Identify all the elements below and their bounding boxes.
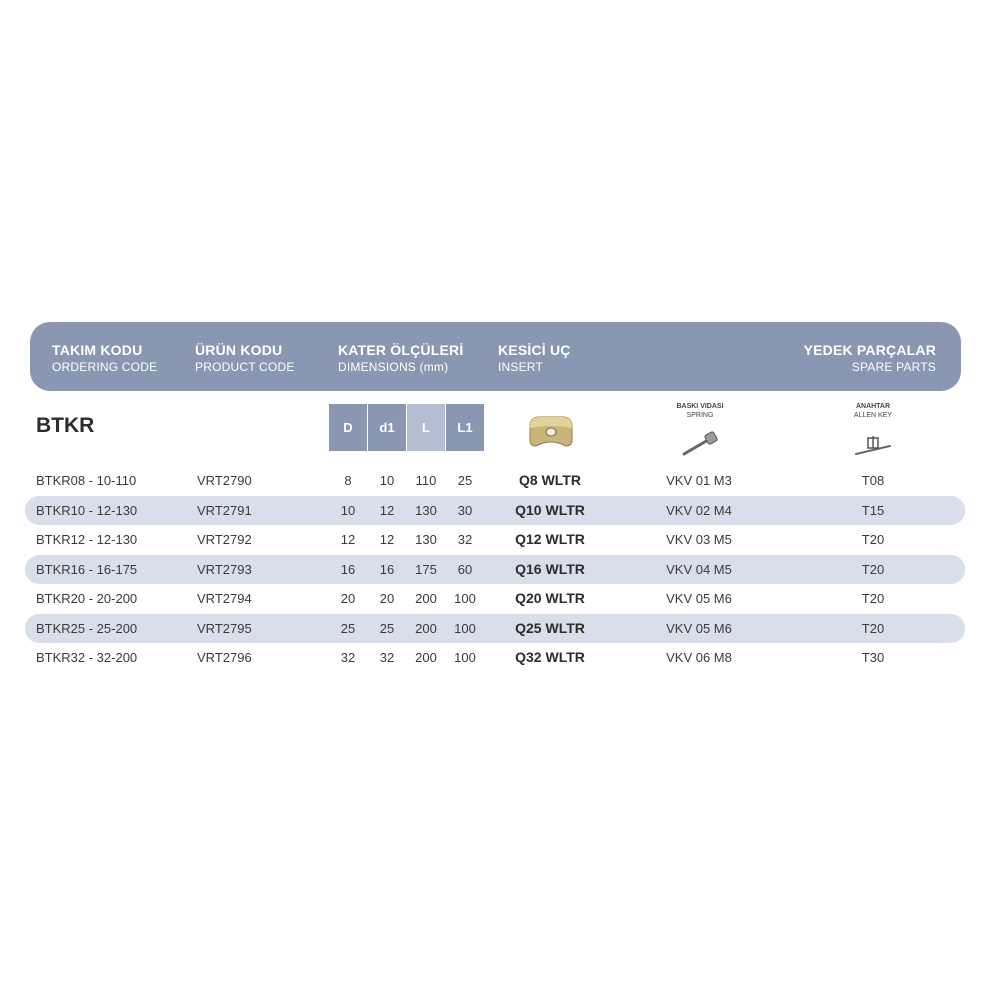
dim-col-L1: L1 bbox=[446, 404, 484, 451]
header-spare-parts bbox=[804, 342, 936, 374]
dim-L1: 25 bbox=[457, 473, 473, 488]
insert-code: Q8 WLTR bbox=[519, 472, 581, 488]
dim-L1: 30 bbox=[457, 503, 473, 518]
insert-icon bbox=[526, 414, 576, 450]
product-code: VRT2792 bbox=[197, 532, 252, 547]
key-code: T20 bbox=[861, 591, 885, 606]
table-row bbox=[25, 643, 965, 672]
dim-col-D: D bbox=[329, 404, 367, 451]
header-dimensions bbox=[338, 342, 463, 374]
key-code: T30 bbox=[861, 650, 885, 665]
header-product-tr: ÜRÜN KODU bbox=[195, 342, 283, 358]
header-dimensions-tr: KATER ÖLÇÜLERİ bbox=[338, 342, 464, 358]
ordering-code: BTKR12 - 12-130 bbox=[36, 532, 138, 547]
header-ordering-code bbox=[52, 342, 157, 374]
dim-d1: 10 bbox=[379, 473, 395, 488]
spring-code: VKV 05 M6 bbox=[666, 621, 732, 636]
key-code: T20 bbox=[861, 532, 885, 547]
key-caption-en: ALLEN KEY bbox=[853, 412, 893, 419]
key-caption-tr: ANAHTAR bbox=[855, 403, 891, 410]
spring-caption bbox=[660, 402, 740, 420]
table-row bbox=[25, 525, 965, 554]
dim-D: 10 bbox=[340, 503, 356, 518]
header-product-code bbox=[195, 342, 295, 374]
header-ordering-tr: TAKIM KODU bbox=[52, 342, 143, 358]
dim-L: 175 bbox=[415, 562, 437, 577]
dim-L: 130 bbox=[415, 503, 437, 518]
header-spare-en: SPARE PARTS bbox=[851, 360, 936, 374]
dim-d1: 12 bbox=[379, 503, 395, 518]
dim-D: 25 bbox=[340, 621, 356, 636]
spring-code: VKV 05 M6 bbox=[666, 591, 732, 606]
dim-d1: 16 bbox=[379, 562, 395, 577]
key-code: T15 bbox=[861, 503, 885, 518]
spring-screw-icon bbox=[680, 430, 720, 460]
dim-L: 200 bbox=[415, 650, 437, 665]
series-title: BTKR bbox=[36, 414, 95, 437]
table-row bbox=[25, 496, 965, 525]
dim-d1: 12 bbox=[379, 532, 395, 547]
header-insert-en: INSERT bbox=[498, 360, 543, 374]
dim-L1: 60 bbox=[457, 562, 473, 577]
insert-code: Q20 WLTR bbox=[515, 590, 585, 606]
ordering-code: BTKR08 - 10-110 bbox=[36, 473, 137, 488]
insert-code: Q32 WLTR bbox=[515, 649, 585, 665]
ordering-code: BTKR20 - 20-200 bbox=[36, 591, 138, 606]
spring-code: VKV 06 M8 bbox=[666, 650, 732, 665]
spring-code: VKV 02 M4 bbox=[666, 503, 732, 518]
product-code: VRT2791 bbox=[197, 503, 252, 518]
header-insert bbox=[498, 342, 571, 374]
dim-D: 8 bbox=[344, 473, 352, 488]
table-header bbox=[30, 322, 961, 391]
allen-key-icon bbox=[852, 432, 896, 460]
header-product-en: PRODUCT CODE bbox=[195, 360, 295, 374]
insert-code: Q10 WLTR bbox=[515, 502, 585, 518]
header-ordering-en: ORDERING CODE bbox=[52, 360, 158, 374]
dim-d1: 20 bbox=[379, 591, 395, 606]
spring-code: VKV 01 M3 bbox=[666, 473, 732, 488]
dim-L1: 100 bbox=[454, 621, 476, 636]
ordering-code: BTKR10 - 12-130 bbox=[36, 503, 138, 518]
table-row bbox=[25, 614, 965, 643]
dim-L1: 100 bbox=[454, 591, 476, 606]
table-row bbox=[25, 584, 965, 613]
ordering-code: BTKR25 - 25-200 bbox=[36, 621, 138, 636]
dim-col-L: L bbox=[407, 404, 445, 451]
dim-L: 200 bbox=[415, 621, 437, 636]
spring-code: VKV 03 M5 bbox=[666, 532, 732, 547]
product-code: VRT2793 bbox=[197, 562, 252, 577]
header-insert-tr: KESİCİ UÇ bbox=[498, 342, 571, 358]
dim-L1: 100 bbox=[454, 650, 476, 665]
spring-caption-tr: BASKI VIDASI bbox=[676, 403, 724, 410]
dim-D: 32 bbox=[340, 650, 356, 665]
dim-col-d1: d1 bbox=[368, 404, 406, 451]
dim-D: 16 bbox=[340, 562, 356, 577]
table-row bbox=[25, 466, 965, 495]
key-code: T08 bbox=[861, 473, 885, 488]
dim-L1: 32 bbox=[457, 532, 473, 547]
dim-D: 12 bbox=[340, 532, 356, 547]
insert-code: Q16 WLTR bbox=[515, 561, 585, 577]
key-caption bbox=[833, 402, 913, 420]
key-code: T20 bbox=[861, 621, 885, 636]
product-code: VRT2796 bbox=[197, 650, 252, 665]
dim-L: 200 bbox=[415, 591, 437, 606]
product-code: VRT2790 bbox=[197, 473, 252, 488]
dim-L: 130 bbox=[415, 532, 437, 547]
ordering-code: BTKR16 - 16-175 bbox=[36, 562, 138, 577]
spring-caption-en: SPRING bbox=[686, 412, 714, 419]
table-row bbox=[25, 555, 965, 584]
key-code: T20 bbox=[861, 562, 885, 577]
dim-L: 110 bbox=[415, 473, 437, 488]
product-code: VRT2795 bbox=[197, 621, 252, 636]
insert-code: Q25 WLTR bbox=[515, 620, 585, 636]
ordering-code: BTKR32 - 32-200 bbox=[36, 650, 138, 665]
header-dimensions-en: DIMENSIONS (mm) bbox=[338, 360, 449, 374]
dim-d1: 32 bbox=[379, 650, 395, 665]
dim-d1: 25 bbox=[379, 621, 395, 636]
dim-D: 20 bbox=[340, 591, 356, 606]
insert-code: Q12 WLTR bbox=[515, 531, 585, 547]
spring-code: VKV 04 M5 bbox=[666, 562, 732, 577]
product-code: VRT2794 bbox=[197, 591, 252, 606]
header-spare-tr: YEDEK PARÇALAR bbox=[803, 342, 936, 358]
